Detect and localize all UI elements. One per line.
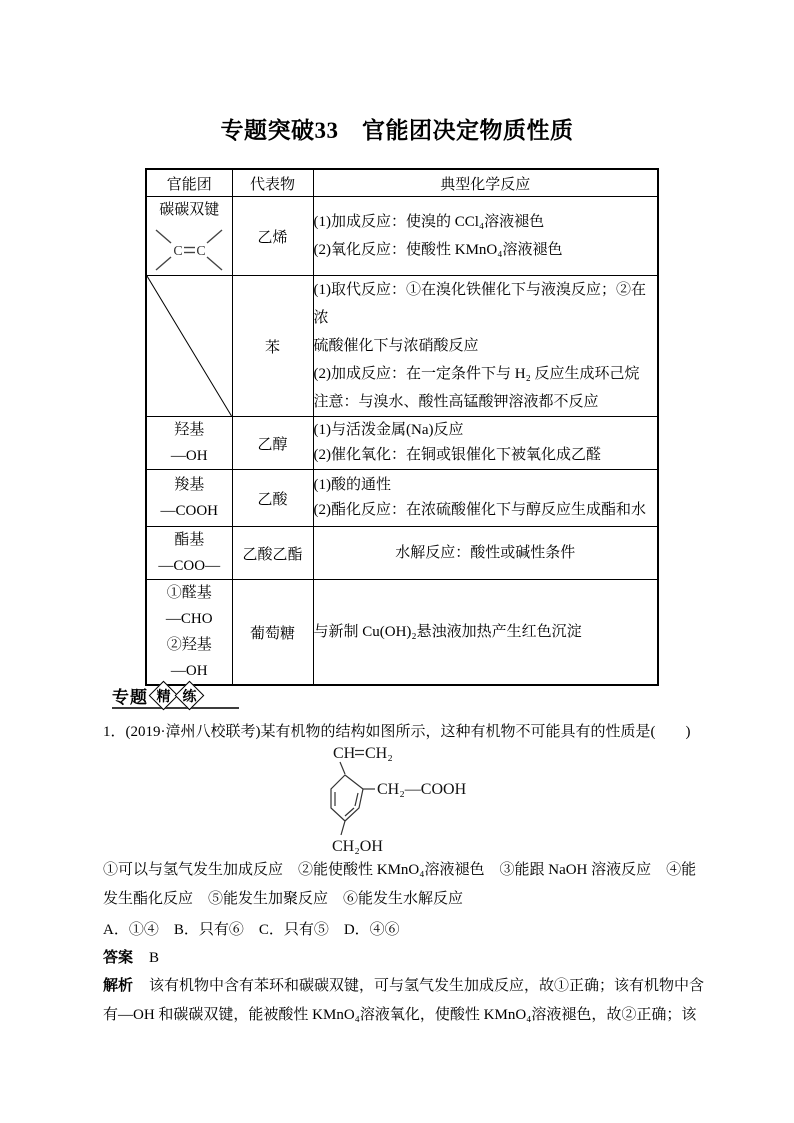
cell-representative-glucose: 葡萄糖 <box>232 580 313 686</box>
cell-group-ester <box>146 527 232 580</box>
cc-double-bond-label: 碳碳双键 <box>159 202 220 218</box>
group-formula: —OH <box>170 663 208 679</box>
functional-groups-table <box>145 168 659 686</box>
diamond-icon <box>175 680 205 710</box>
col-header-representative: 代表物 <box>232 169 313 197</box>
reaction-line: 与新制 Cu(OH)₂悬浊液加热产生红色沉淀 <box>313 624 582 640</box>
cell-representative-benzene: 苯 <box>232 276 313 417</box>
reaction-line: (2)氧化反应：使酸性 KMnO₄溶液褪色 <box>313 242 563 258</box>
analysis-text-1: 该有机物中含有苯环和碳碳双键，可与氢气发生加成反应，故①正确；该有机物中含 <box>149 978 705 994</box>
answer-row <box>103 944 727 973</box>
reaction-line: (1)取代反应：①在溴化铁催化下与液溴反应；②在浓 <box>313 282 646 326</box>
cell-representative-ethylene: 乙烯 <box>232 197 313 276</box>
table-row-ester <box>146 527 658 580</box>
question-1-stem: 1．(2019·漳州八校联考)某有机物的结构如图所示，这种有机物不可能具有的性质是( ) <box>103 724 691 740</box>
cell-group-none-diagonal <box>146 276 232 417</box>
options-line-1: ①可以与氢气发生加成反应 ②能使酸性 KMnO₄溶液褪色 ③能跟 NaOH 溶液反应 ④能 <box>103 862 697 878</box>
group-formula: —COO— <box>158 558 221 574</box>
cell-reactions-ethanol <box>313 417 658 470</box>
organic-structure-diagram <box>296 738 496 863</box>
table-row-benzene <box>146 276 658 417</box>
reaction-line: 硫酸催化下与浓硝酸反应 <box>313 338 479 354</box>
cell-reactions-acetic-acid <box>313 470 658 527</box>
analysis-line-2: 有—OH 和碳碳双键，能被酸性 KMnO₄溶液氧化，使酸性 KMnO₄溶液褪色，故②正确；该 <box>103 1007 697 1023</box>
vinyl-ch2-label: CH₂ <box>365 745 393 762</box>
group-formula: —CHO <box>165 611 213 627</box>
bottom-chain-label: CH₂OH <box>332 838 383 855</box>
table-header-row <box>146 169 658 197</box>
vinyl-ch-label: CH <box>333 745 356 762</box>
analysis-block <box>103 972 727 1030</box>
cell-reactions-glucose <box>313 580 658 686</box>
table-row-hydroxyl <box>146 417 658 470</box>
practice-section-badge <box>112 678 200 712</box>
cell-reactions-ethyl-acetate <box>313 527 658 580</box>
question-1-choices: A．①④ B．只有⑥ C．只有⑤ D．④⑥ <box>103 922 400 938</box>
cell-group-aldehyde-hydroxyl <box>146 580 232 686</box>
carbon-atom-right: C <box>196 244 206 259</box>
carbon-atom-left: C <box>173 244 183 259</box>
group-name: 酯基 <box>174 532 205 548</box>
badge-prefix-label: 专题 <box>112 687 148 707</box>
cell-group-hydroxyl <box>146 417 232 470</box>
reaction-line: (1)酸的通性 <box>313 477 391 493</box>
table-row-carboxyl <box>146 470 658 527</box>
diagonal-line-icon <box>147 276 232 416</box>
group-name: 羧基 <box>174 477 205 493</box>
side-chain-label: CH₂—COOH <box>377 781 467 798</box>
cell-group-carboxyl <box>146 470 232 527</box>
badge-char-2: 练 <box>182 689 197 704</box>
cell-representative-ethanol: 乙醇 <box>232 417 313 470</box>
cc-double-bond-structure-icon <box>150 225 228 275</box>
reaction-line: (2)酯化反应：在浓硫酸催化下与醇反应生成酯和水 <box>313 502 646 518</box>
cell-reactions-benzene <box>313 276 658 417</box>
answer-value: B <box>149 950 160 966</box>
group-name: ①醛基 <box>166 585 212 601</box>
reaction-line: 水解反应：酸性或碱性条件 <box>395 545 576 561</box>
group-name: ②羟基 <box>166 637 212 653</box>
group-name: 羟基 <box>174 422 205 438</box>
reaction-line: (1)加成反应：使溴的 CCl₄溶液褪色 <box>313 214 545 230</box>
cell-representative-ethyl-acetate: 乙酸乙酯 <box>232 527 313 580</box>
table-row-glucose <box>146 580 658 686</box>
analysis-line-1 <box>103 972 727 1001</box>
options-line-2: 发生酯化反应 ⑤能发生加聚反应 ⑥能发生水解反应 <box>103 891 464 907</box>
col-header-functional-group: 官能团 <box>146 169 232 197</box>
group-formula: —COOH <box>160 503 218 519</box>
cell-representative-acetic-acid: 乙酸 <box>232 470 313 527</box>
reaction-line: (2)加成反应：在一定条件下与 H₂ 反应生成环己烷 <box>313 366 640 382</box>
analysis-label: 解析 <box>103 978 134 994</box>
page-title: 专题突破33 官能团决定物质性质 <box>220 118 574 143</box>
cell-group-cc-double-bond <box>146 197 232 276</box>
badge-char-1: 精 <box>156 689 171 704</box>
col-header-reactions: 典型化学反应 <box>313 169 658 197</box>
reaction-line: (2)催化氧化：在铜或银催化下被氧化成乙醛 <box>313 447 601 463</box>
reaction-line: (1)与活泼金属(Na)反应 <box>313 422 464 438</box>
reaction-line: 注意：与溴水、酸性高锰酸钾溶液都不反应 <box>313 394 599 410</box>
cell-reactions-ethylene <box>313 197 658 276</box>
table-row-cc-double-bond <box>146 197 658 276</box>
group-formula: —OH <box>170 448 208 464</box>
answer-label: 答案 <box>103 950 134 966</box>
question-1-options <box>103 856 727 914</box>
